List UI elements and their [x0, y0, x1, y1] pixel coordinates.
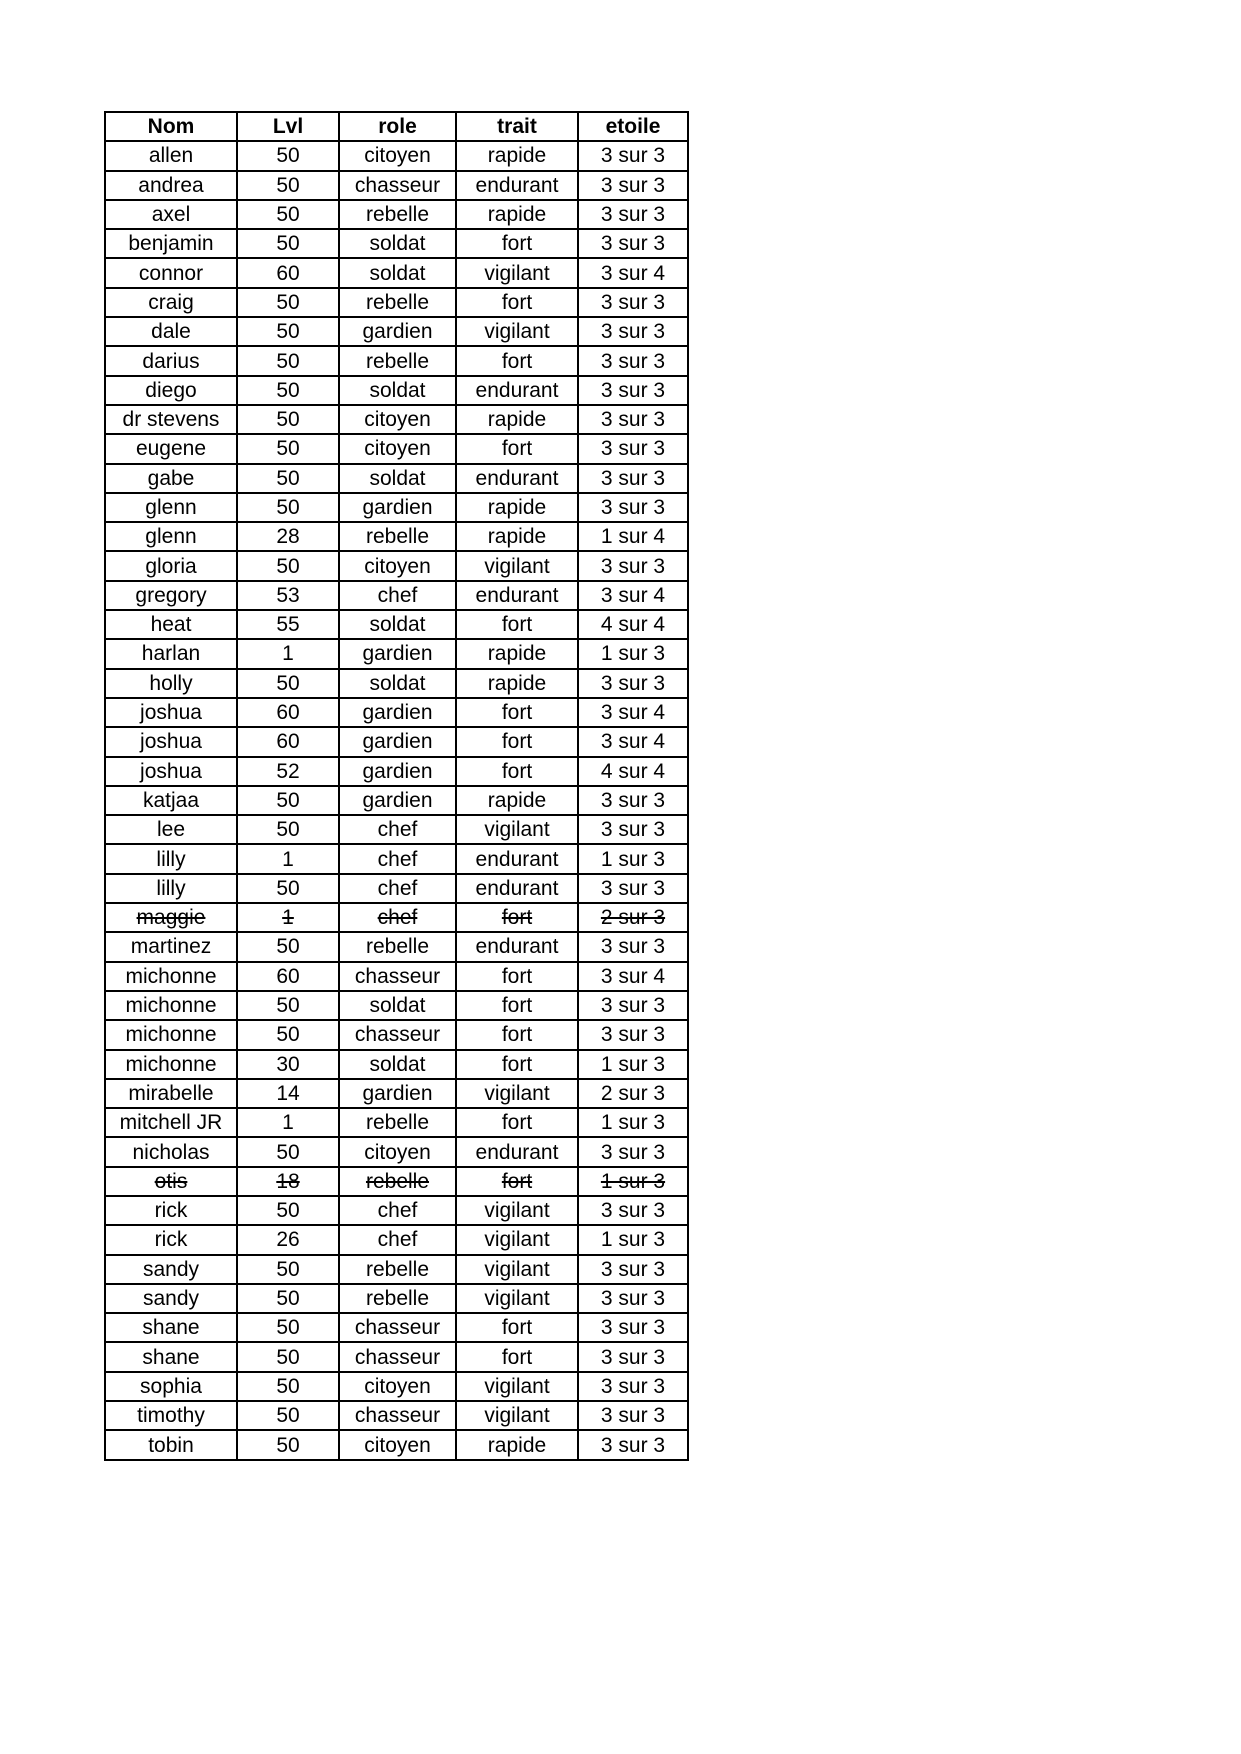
cell-etoile: 1 sur 3: [578, 1167, 688, 1196]
cell-role: gardien: [339, 698, 456, 727]
cell-nom: joshua: [105, 757, 237, 786]
cell-etoile: 3 sur 3: [578, 1137, 688, 1166]
cell-role: soldat: [339, 610, 456, 639]
cell-lvl: 50: [237, 1020, 339, 1049]
cell-role: gardien: [339, 317, 456, 346]
table-row: [105, 669, 688, 698]
cell-etoile: 3 sur 3: [578, 1372, 688, 1401]
table-row: [105, 1020, 688, 1049]
cell-lvl: 50: [237, 1342, 339, 1371]
table-row: [105, 376, 688, 405]
cell-trait: fort: [456, 698, 578, 727]
table-row: [105, 581, 688, 610]
table-row: [105, 991, 688, 1020]
cell-trait: rapide: [456, 200, 578, 229]
cell-nom: benjamin: [105, 229, 237, 258]
cell-lvl: 1: [237, 903, 339, 932]
cell-etoile: 3 sur 4: [578, 727, 688, 756]
cell-lvl: 50: [237, 1255, 339, 1284]
cell-nom: rick: [105, 1225, 237, 1254]
cell-lvl: 50: [237, 932, 339, 961]
table-row: [105, 727, 688, 756]
cell-role: rebelle: [339, 200, 456, 229]
cell-lvl: 26: [237, 1225, 339, 1254]
cell-role: gardien: [339, 493, 456, 522]
cell-trait: fort: [456, 903, 578, 932]
cell-trait: vigilant: [456, 1255, 578, 1284]
cell-role: citoyen: [339, 1430, 456, 1459]
cell-lvl: 50: [237, 874, 339, 903]
cell-role: soldat: [339, 669, 456, 698]
cell-trait: vigilant: [456, 815, 578, 844]
cell-lvl: 50: [237, 171, 339, 200]
cell-trait: vigilant: [456, 1225, 578, 1254]
cell-etoile: 2 sur 3: [578, 1079, 688, 1108]
cell-nom: joshua: [105, 727, 237, 756]
cell-nom: gregory: [105, 581, 237, 610]
cell-lvl: 28: [237, 522, 339, 551]
cell-trait: vigilant: [456, 551, 578, 580]
cell-role: chef: [339, 581, 456, 610]
cell-nom: shane: [105, 1342, 237, 1371]
cell-trait: endurant: [456, 464, 578, 493]
cell-trait: vigilant: [456, 1079, 578, 1108]
cell-lvl: 50: [237, 200, 339, 229]
cell-etoile: 3 sur 3: [578, 786, 688, 815]
cell-trait: rapide: [456, 1430, 578, 1459]
table-row: [105, 1313, 688, 1342]
table-row: [105, 757, 688, 786]
cell-role: chasseur: [339, 171, 456, 200]
cell-nom: michonne: [105, 1020, 237, 1049]
cell-nom: allen: [105, 141, 237, 170]
table-row: [105, 405, 688, 434]
table-row: [105, 1079, 688, 1108]
cell-etoile: 3 sur 3: [578, 464, 688, 493]
table-row: [105, 434, 688, 463]
cell-lvl: 30: [237, 1050, 339, 1079]
cell-nom: shane: [105, 1313, 237, 1342]
cell-etoile: 3 sur 3: [578, 1313, 688, 1342]
cell-nom: lilly: [105, 874, 237, 903]
cell-nom: michonne: [105, 991, 237, 1020]
cell-trait: vigilant: [456, 1284, 578, 1313]
cell-trait: fort: [456, 346, 578, 375]
table-row: [105, 551, 688, 580]
cell-nom: maggie: [105, 903, 237, 932]
cell-lvl: 60: [237, 727, 339, 756]
cell-lvl: 50: [237, 346, 339, 375]
table-row: [105, 346, 688, 375]
table-row: [105, 844, 688, 873]
table-row: [105, 229, 688, 258]
cell-role: chef: [339, 815, 456, 844]
cell-lvl: 50: [237, 1372, 339, 1401]
cell-trait: endurant: [456, 874, 578, 903]
cell-lvl: 50: [237, 991, 339, 1020]
cell-lvl: 1: [237, 844, 339, 873]
character-table: [104, 111, 689, 1461]
table-row: [105, 1284, 688, 1313]
cell-role: rebelle: [339, 1108, 456, 1137]
cell-role: citoyen: [339, 551, 456, 580]
cell-trait: rapide: [456, 786, 578, 815]
cell-etoile: 1 sur 3: [578, 1108, 688, 1137]
table-row: [105, 1342, 688, 1371]
cell-etoile: 1 sur 3: [578, 639, 688, 668]
cell-trait: vigilant: [456, 258, 578, 287]
cell-nom: sandy: [105, 1284, 237, 1313]
cell-trait: endurant: [456, 376, 578, 405]
cell-etoile: 1 sur 4: [578, 522, 688, 551]
cell-nom: gloria: [105, 551, 237, 580]
cell-nom: craig: [105, 288, 237, 317]
cell-lvl: 50: [237, 141, 339, 170]
cell-trait: fort: [456, 757, 578, 786]
table-row: [105, 962, 688, 991]
cell-lvl: 1: [237, 639, 339, 668]
table-row: [105, 1137, 688, 1166]
table-row: [105, 815, 688, 844]
cell-etoile: 3 sur 3: [578, 317, 688, 346]
cell-role: citoyen: [339, 405, 456, 434]
table-row: [105, 874, 688, 903]
cell-role: rebelle: [339, 1284, 456, 1313]
cell-nom: nicholas: [105, 1137, 237, 1166]
table-row: [105, 317, 688, 346]
cell-role: rebelle: [339, 346, 456, 375]
cell-nom: michonne: [105, 1050, 237, 1079]
cell-lvl: 14: [237, 1079, 339, 1108]
cell-role: soldat: [339, 991, 456, 1020]
cell-role: soldat: [339, 1050, 456, 1079]
cell-lvl: 50: [237, 317, 339, 346]
cell-lvl: 18: [237, 1167, 339, 1196]
cell-role: chasseur: [339, 1020, 456, 1049]
cell-lvl: 50: [237, 288, 339, 317]
cell-etoile: 3 sur 3: [578, 288, 688, 317]
cell-nom: michonne: [105, 962, 237, 991]
table-row: [105, 1225, 688, 1254]
header-nom: Nom: [105, 112, 237, 141]
cell-etoile: 3 sur 4: [578, 258, 688, 287]
cell-etoile: 3 sur 3: [578, 346, 688, 375]
cell-nom: lilly: [105, 844, 237, 873]
cell-etoile: 3 sur 3: [578, 932, 688, 961]
cell-role: rebelle: [339, 522, 456, 551]
cell-etoile: 3 sur 3: [578, 1430, 688, 1459]
cell-role: soldat: [339, 258, 456, 287]
cell-etoile: 3 sur 3: [578, 229, 688, 258]
cell-role: chasseur: [339, 1342, 456, 1371]
cell-nom: otis: [105, 1167, 237, 1196]
cell-etoile: 3 sur 3: [578, 1196, 688, 1225]
cell-trait: vigilant: [456, 1401, 578, 1430]
cell-nom: gabe: [105, 464, 237, 493]
table-row: [105, 200, 688, 229]
cell-lvl: 50: [237, 1196, 339, 1225]
cell-nom: glenn: [105, 493, 237, 522]
cell-trait: fort: [456, 288, 578, 317]
cell-nom: glenn: [105, 522, 237, 551]
cell-nom: eugene: [105, 434, 237, 463]
cell-role: chef: [339, 1225, 456, 1254]
cell-etoile: 3 sur 3: [578, 376, 688, 405]
cell-role: citoyen: [339, 141, 456, 170]
cell-trait: fort: [456, 610, 578, 639]
cell-nom: dr stevens: [105, 405, 237, 434]
cell-trait: vigilant: [456, 1372, 578, 1401]
cell-etoile: 4 sur 4: [578, 757, 688, 786]
cell-lvl: 50: [237, 1430, 339, 1459]
cell-trait: vigilant: [456, 1196, 578, 1225]
cell-lvl: 60: [237, 962, 339, 991]
cell-lvl: 52: [237, 757, 339, 786]
cell-etoile: 3 sur 4: [578, 581, 688, 610]
cell-etoile: 4 sur 4: [578, 610, 688, 639]
table-body: [105, 141, 688, 1459]
cell-etoile: 3 sur 3: [578, 171, 688, 200]
cell-trait: rapide: [456, 405, 578, 434]
cell-trait: fort: [456, 962, 578, 991]
cell-etoile: 3 sur 3: [578, 874, 688, 903]
table-row: [105, 1196, 688, 1225]
cell-etoile: 1 sur 3: [578, 1050, 688, 1079]
cell-nom: andrea: [105, 171, 237, 200]
cell-nom: timothy: [105, 1401, 237, 1430]
cell-etoile: 3 sur 3: [578, 1020, 688, 1049]
cell-etoile: 1 sur 3: [578, 844, 688, 873]
cell-lvl: 50: [237, 786, 339, 815]
header-trait: trait: [456, 112, 578, 141]
cell-nom: martinez: [105, 932, 237, 961]
cell-trait: rapide: [456, 669, 578, 698]
table-row: [105, 522, 688, 551]
cell-trait: rapide: [456, 522, 578, 551]
table-row: [105, 258, 688, 287]
cell-role: soldat: [339, 464, 456, 493]
cell-nom: diego: [105, 376, 237, 405]
cell-nom: tobin: [105, 1430, 237, 1459]
cell-etoile: 3 sur 4: [578, 698, 688, 727]
cell-nom: lee: [105, 815, 237, 844]
cell-etoile: 3 sur 3: [578, 405, 688, 434]
cell-nom: holly: [105, 669, 237, 698]
cell-trait: endurant: [456, 844, 578, 873]
cell-etoile: 3 sur 3: [578, 1255, 688, 1284]
header-etoile: etoile: [578, 112, 688, 141]
cell-nom: axel: [105, 200, 237, 229]
cell-role: gardien: [339, 727, 456, 756]
cell-trait: fort: [456, 1108, 578, 1137]
table-row: [105, 610, 688, 639]
cell-role: gardien: [339, 786, 456, 815]
cell-trait: endurant: [456, 581, 578, 610]
cell-lvl: 50: [237, 376, 339, 405]
cell-role: rebelle: [339, 932, 456, 961]
cell-trait: endurant: [456, 932, 578, 961]
table-row: [105, 639, 688, 668]
cell-role: chef: [339, 874, 456, 903]
table-row: [105, 1255, 688, 1284]
cell-etoile: 3 sur 3: [578, 1284, 688, 1313]
cell-lvl: 50: [237, 551, 339, 580]
cell-lvl: 50: [237, 815, 339, 844]
cell-trait: rapide: [456, 493, 578, 522]
header-role: role: [339, 112, 456, 141]
cell-etoile: 3 sur 3: [578, 1342, 688, 1371]
table-row: [105, 1108, 688, 1137]
table-row: [105, 903, 688, 932]
cell-etoile: 3 sur 3: [578, 991, 688, 1020]
table-row: [105, 698, 688, 727]
cell-role: gardien: [339, 757, 456, 786]
cell-trait: fort: [456, 727, 578, 756]
cell-role: soldat: [339, 376, 456, 405]
cell-nom: dale: [105, 317, 237, 346]
cell-lvl: 50: [237, 1313, 339, 1342]
cell-lvl: 50: [237, 1284, 339, 1313]
cell-trait: fort: [456, 1020, 578, 1049]
cell-trait: fort: [456, 1050, 578, 1079]
cell-lvl: 50: [237, 464, 339, 493]
cell-role: citoyen: [339, 434, 456, 463]
cell-lvl: 50: [237, 1137, 339, 1166]
cell-role: rebelle: [339, 1167, 456, 1196]
cell-trait: rapide: [456, 141, 578, 170]
cell-etoile: 3 sur 3: [578, 493, 688, 522]
table-row: [105, 786, 688, 815]
cell-role: chasseur: [339, 1313, 456, 1342]
table-row: [105, 493, 688, 522]
cell-etoile: 3 sur 3: [578, 200, 688, 229]
cell-etoile: 3 sur 3: [578, 1401, 688, 1430]
cell-etoile: 3 sur 3: [578, 551, 688, 580]
cell-role: soldat: [339, 229, 456, 258]
cell-etoile: 3 sur 4: [578, 962, 688, 991]
cell-nom: heat: [105, 610, 237, 639]
cell-lvl: 50: [237, 229, 339, 258]
cell-trait: fort: [456, 1313, 578, 1342]
table-row: [105, 464, 688, 493]
cell-role: chef: [339, 1196, 456, 1225]
table-row: [105, 1050, 688, 1079]
cell-nom: connor: [105, 258, 237, 287]
cell-etoile: 1 sur 3: [578, 1225, 688, 1254]
table-row: [105, 1401, 688, 1430]
cell-role: chef: [339, 903, 456, 932]
table-row: [105, 932, 688, 961]
table-row: [105, 1167, 688, 1196]
table-row: [105, 1372, 688, 1401]
cell-nom: sandy: [105, 1255, 237, 1284]
cell-lvl: 60: [237, 698, 339, 727]
cell-trait: fort: [456, 434, 578, 463]
cell-trait: endurant: [456, 1137, 578, 1166]
header-lvl: Lvl: [237, 112, 339, 141]
cell-etoile: 3 sur 3: [578, 815, 688, 844]
cell-lvl: 60: [237, 258, 339, 287]
cell-lvl: 1: [237, 1108, 339, 1137]
cell-trait: vigilant: [456, 317, 578, 346]
cell-lvl: 50: [237, 669, 339, 698]
cell-lvl: 50: [237, 1401, 339, 1430]
cell-lvl: 50: [237, 493, 339, 522]
table-row: [105, 141, 688, 170]
cell-nom: sophia: [105, 1372, 237, 1401]
cell-trait: fort: [456, 229, 578, 258]
cell-nom: mitchell JR: [105, 1108, 237, 1137]
cell-nom: darius: [105, 346, 237, 375]
cell-trait: endurant: [456, 171, 578, 200]
cell-trait: fort: [456, 1167, 578, 1196]
cell-nom: harlan: [105, 639, 237, 668]
cell-role: citoyen: [339, 1372, 456, 1401]
cell-lvl: 55: [237, 610, 339, 639]
cell-nom: rick: [105, 1196, 237, 1225]
cell-etoile: 3 sur 3: [578, 141, 688, 170]
cell-lvl: 53: [237, 581, 339, 610]
table-header-row: [105, 112, 688, 141]
cell-role: chef: [339, 844, 456, 873]
cell-trait: fort: [456, 991, 578, 1020]
cell-nom: joshua: [105, 698, 237, 727]
cell-role: rebelle: [339, 288, 456, 317]
cell-trait: fort: [456, 1342, 578, 1371]
cell-role: gardien: [339, 639, 456, 668]
cell-etoile: 3 sur 3: [578, 669, 688, 698]
table-row: [105, 288, 688, 317]
cell-role: rebelle: [339, 1255, 456, 1284]
cell-role: gardien: [339, 1079, 456, 1108]
cell-etoile: 3 sur 3: [578, 434, 688, 463]
cell-etoile: 2 sur 3: [578, 903, 688, 932]
table-row: [105, 171, 688, 200]
cell-lvl: 50: [237, 405, 339, 434]
cell-role: chasseur: [339, 962, 456, 991]
cell-role: citoyen: [339, 1137, 456, 1166]
cell-nom: mirabelle: [105, 1079, 237, 1108]
cell-trait: rapide: [456, 639, 578, 668]
table-row: [105, 1430, 688, 1459]
cell-lvl: 50: [237, 434, 339, 463]
cell-role: chasseur: [339, 1401, 456, 1430]
cell-nom: katjaa: [105, 786, 237, 815]
